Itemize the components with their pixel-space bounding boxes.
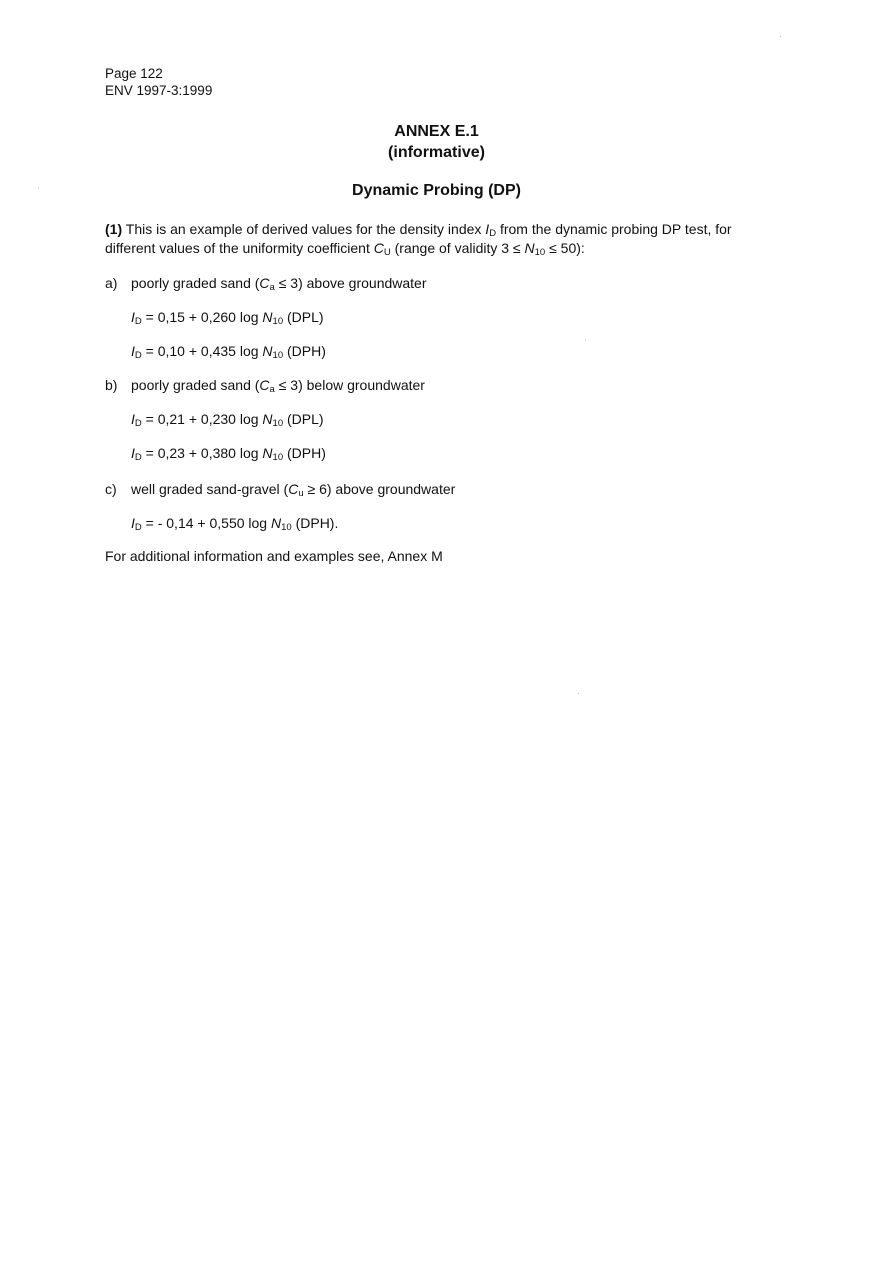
equation-symbol: N [262, 445, 273, 461]
blow-count-subscript: 10 [534, 247, 546, 258]
equation-subscript: D [134, 350, 142, 361]
equation-subscript: D [134, 418, 142, 429]
list-text: poorly graded sand ( [131, 275, 260, 291]
equation-5 [131, 514, 338, 532]
equation-text: = 0,23 + 0,380 log [141, 445, 263, 461]
equation-text: (DPH) [283, 343, 326, 359]
density-index-symbol: I [485, 221, 490, 237]
equation-symbol: I [131, 445, 135, 461]
uniformity-coefficient-symbol: C [373, 240, 384, 256]
equation-subscript: D [134, 452, 142, 463]
equation-symbol: N [262, 309, 273, 325]
equation-symbol: I [131, 515, 135, 531]
section-heading [0, 182, 893, 200]
list-text: poorly graded sand ( [131, 377, 260, 393]
blow-count-symbol: N [524, 240, 535, 256]
equation-text: = - 0,14 + 0,550 log [141, 515, 271, 531]
annex-reference-note: For additional information and examples see, Annex M [105, 548, 443, 564]
intro-text-1: This is an example of derived values for the density index [122, 221, 486, 237]
equation-subscript: D [134, 316, 142, 327]
standard-reference: ENV 1997-3:1999 [105, 82, 213, 98]
annex-title: ANNEX E.1 [394, 123, 479, 140]
list-label: b) [105, 377, 118, 393]
section-title: Dynamic Probing (DP) [352, 182, 521, 199]
equation-subscript: 10 [281, 522, 292, 533]
intro-text-2: from the dynamic probing DP test, for different values of the uniformity coefficient [105, 221, 732, 256]
equation-symbol: N [270, 515, 282, 531]
equation-text: = 0,15 + 0,260 log [141, 309, 263, 325]
coefficient-subscript: a [269, 282, 275, 293]
intro-text-4: ≤ 50): [545, 240, 585, 256]
page-header [105, 66, 212, 99]
scan-speck [585, 339, 586, 340]
equation-4 [131, 444, 326, 462]
list-label: a) [105, 275, 118, 291]
list-text: well graded sand-gravel ( [131, 481, 289, 497]
equation-symbol: I [131, 309, 135, 325]
intro-paragraph [105, 220, 775, 258]
equation-symbol: I [131, 411, 135, 427]
equation-1 [131, 308, 324, 326]
uniformity-coefficient-subscript: U [383, 247, 391, 258]
annex-heading [0, 121, 893, 163]
clause-number: (1) [105, 221, 123, 237]
scan-speck [780, 36, 781, 37]
equation-text: = 0,21 + 0,230 log [141, 411, 263, 427]
list-item-c [105, 480, 455, 498]
equation-subscript: D [134, 522, 142, 533]
list-text: ≤ 3) below groundwater [274, 377, 425, 393]
coefficient-subscript: u [298, 488, 304, 499]
equation-3 [131, 410, 324, 428]
list-text: ≤ 3) above groundwater [274, 275, 427, 291]
list-item-a [105, 274, 427, 292]
coefficient-symbol: C [259, 377, 270, 393]
equation-text: = 0,10 + 0,435 log [141, 343, 263, 359]
equation-text: (DPH) [283, 445, 326, 461]
equation-2 [131, 342, 326, 360]
annex-subtitle: (informative) [388, 144, 485, 161]
list-item-b [105, 376, 425, 394]
equation-symbol: N [262, 343, 273, 359]
equation-text: (DPH). [291, 515, 339, 531]
scan-speck [578, 693, 579, 694]
intro-text-3: (range of validity 3 ≤ [390, 240, 525, 256]
equation-subscript: 10 [272, 452, 284, 463]
equation-subscript: 10 [272, 418, 284, 429]
equation-text: (DPL) [283, 411, 324, 427]
scan-speck [38, 188, 39, 189]
coefficient-symbol: C [288, 481, 299, 497]
equation-symbol: N [262, 411, 273, 427]
equation-subscript: 10 [272, 316, 284, 327]
coefficient-subscript: a [269, 384, 275, 395]
equation-text: (DPL) [283, 309, 324, 325]
density-index-subscript: D [489, 228, 497, 239]
list-label: c) [105, 481, 117, 497]
equation-subscript: 10 [272, 350, 284, 361]
equation-symbol: I [131, 343, 135, 359]
page-number: Page 122 [105, 66, 163, 81]
coefficient-symbol: C [259, 275, 270, 291]
list-text: ≥ 6) above groundwater [303, 481, 456, 497]
